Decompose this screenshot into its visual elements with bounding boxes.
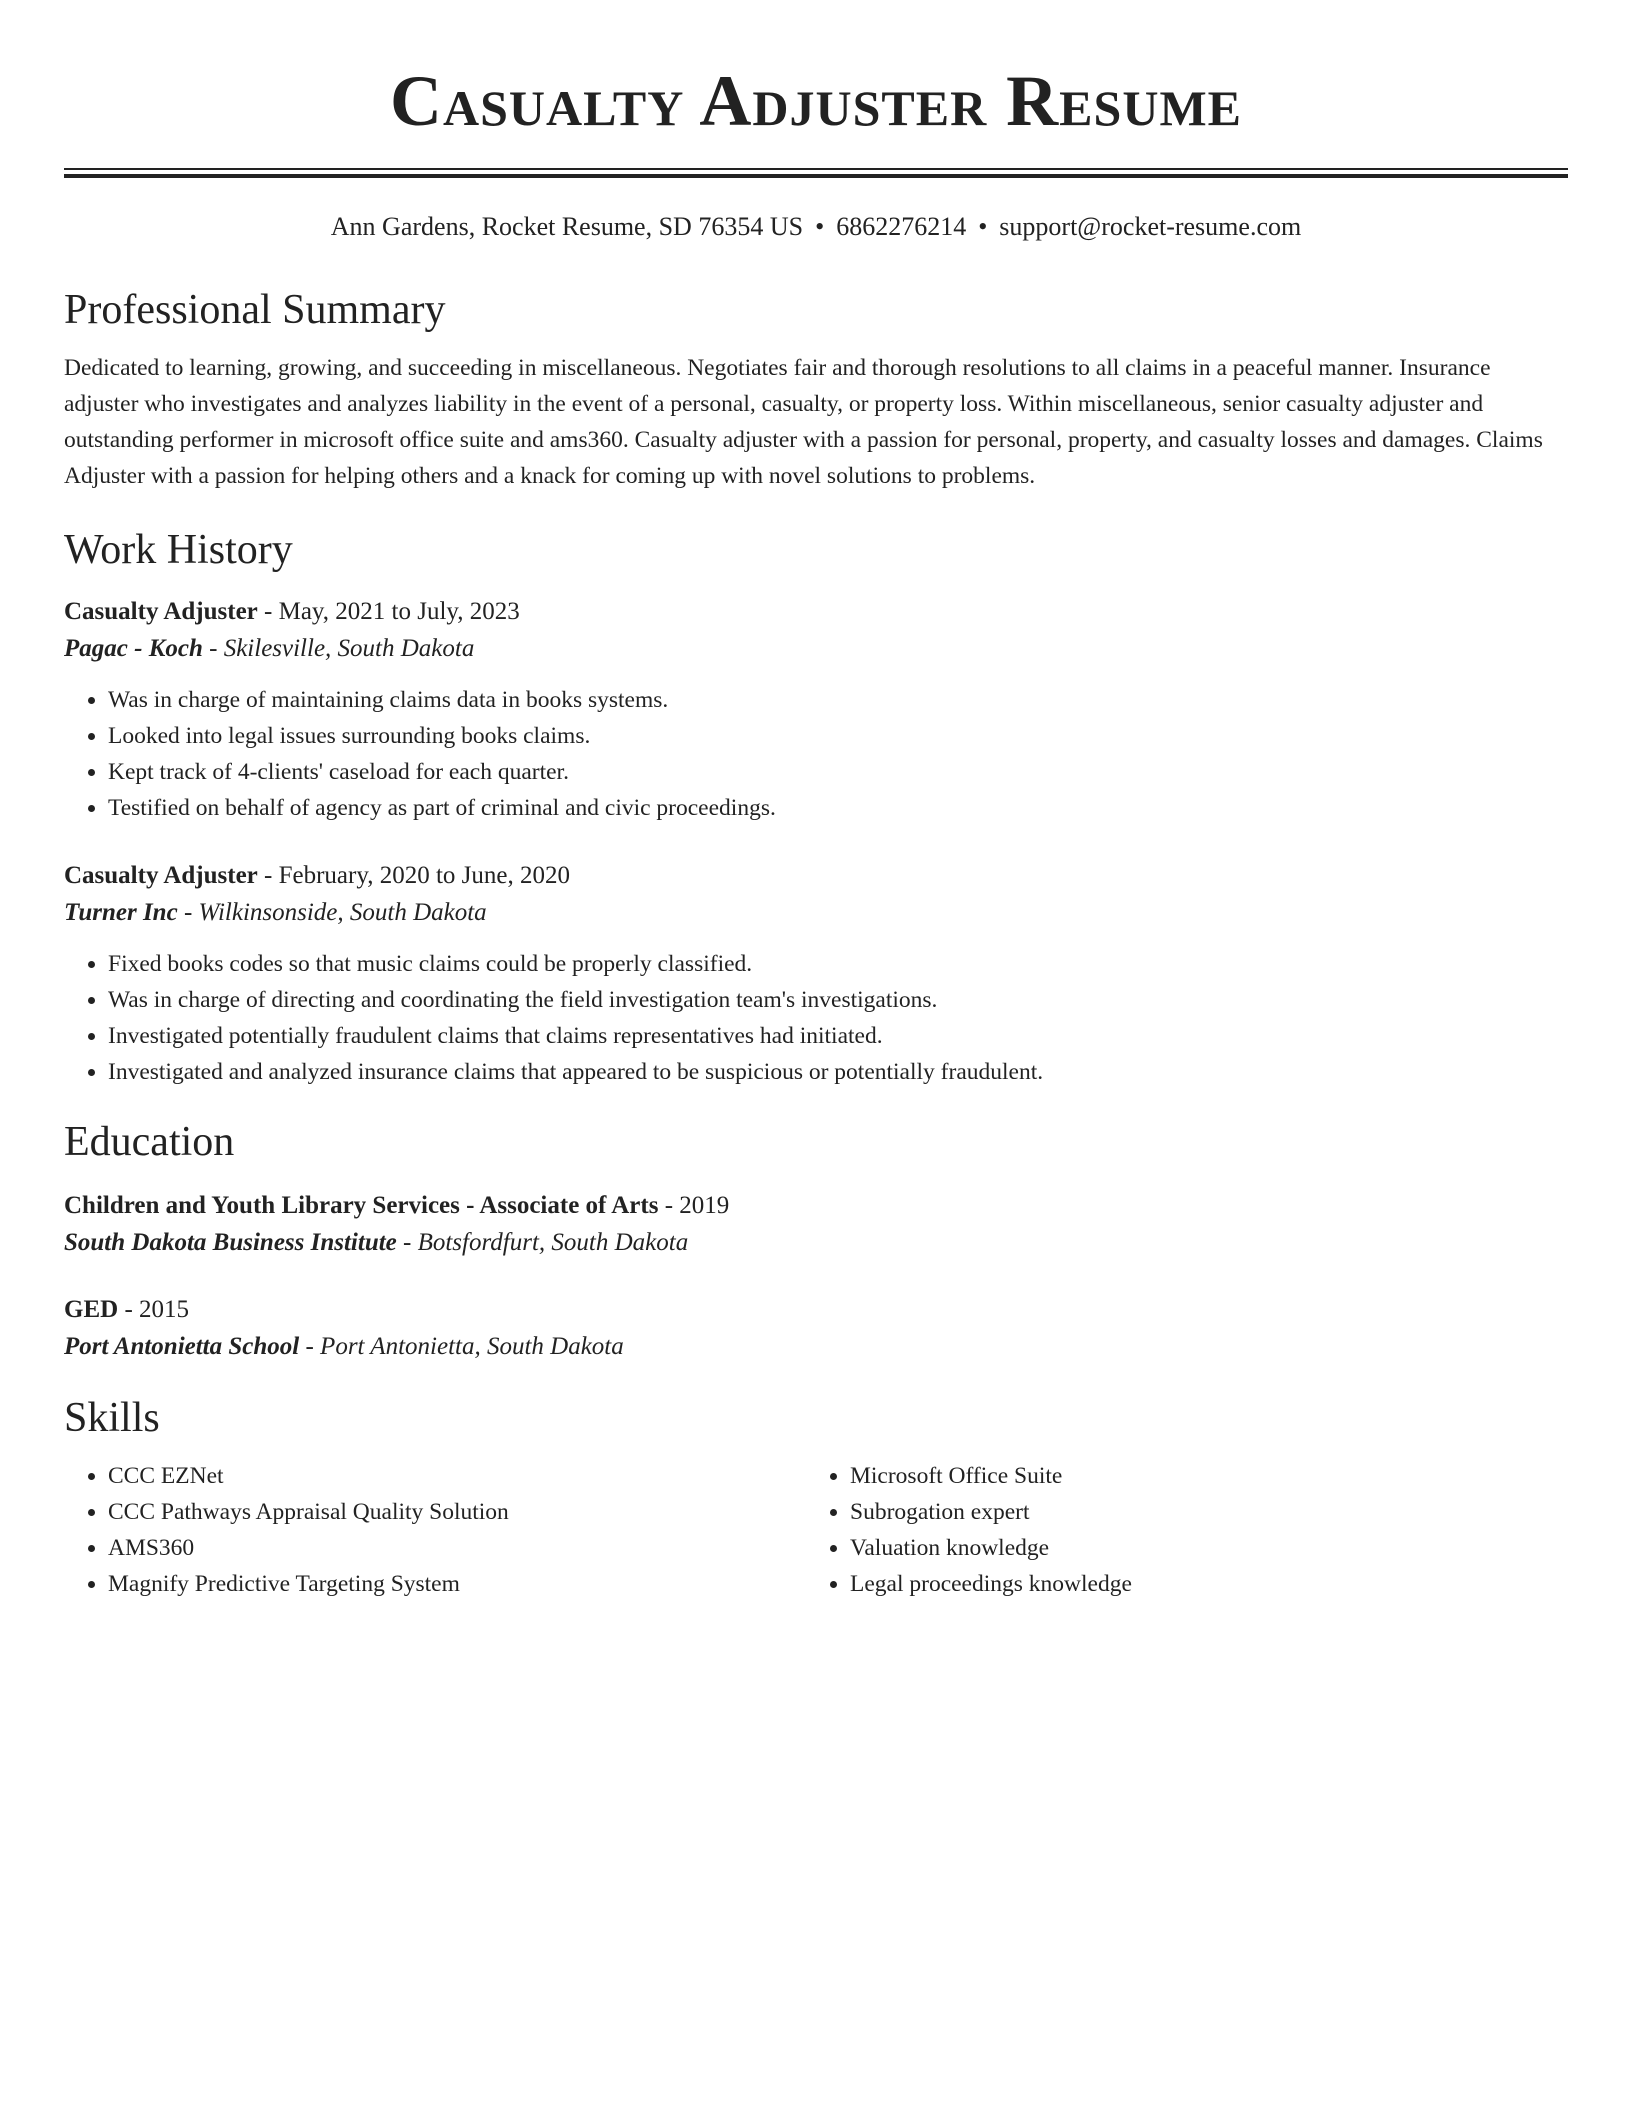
skills-heading: Skills bbox=[64, 1395, 160, 1441]
job-bullet: • Fixed books codes so that music claims could be properly classified. bbox=[108, 946, 1568, 982]
summary-heading: Professional Summary bbox=[64, 287, 446, 333]
job-dates: - May, 2021 to July, 2023 bbox=[257, 598, 520, 625]
job-bullet: • Looked into legal issues surrounding books claims. bbox=[108, 718, 1568, 754]
contact-address: Ann Gardens, Rocket Resume, SD 76354 US bbox=[330, 212, 804, 241]
education-year: - 2019 bbox=[658, 1192, 730, 1219]
job-bullet: • Investigated potentially fraudulent claims that claims representatives had initiated. bbox=[108, 1018, 1568, 1054]
skill-item: • CCC Pathways Appraisal Quality Solution bbox=[108, 1494, 806, 1530]
job-location: - Skilesville, South Dakota bbox=[202, 635, 475, 662]
education-school-line bbox=[64, 1328, 1568, 1366]
education-degree-line bbox=[64, 1292, 1568, 1328]
job-company: Pagac - Koch bbox=[64, 635, 203, 662]
job-location: - Wilkinsonside, South Dakota bbox=[177, 899, 487, 926]
education-degree-line bbox=[64, 1188, 1568, 1224]
skill-item: • Valuation knowledge bbox=[850, 1530, 1568, 1566]
job-entry bbox=[64, 858, 1568, 1090]
skill-item: • Subrogation expert bbox=[850, 1494, 1568, 1530]
education-entry bbox=[64, 1292, 1568, 1366]
contact-email: support@rocket-resume.com bbox=[999, 212, 1302, 241]
skill-item: • CCC EZNet bbox=[108, 1458, 806, 1494]
education-degree: GED bbox=[64, 1296, 119, 1323]
education-school-line bbox=[64, 1224, 1568, 1262]
job-company-line bbox=[64, 630, 1568, 668]
job-bullet: • Kept track of 4-clients' caseload for each quarter. bbox=[108, 754, 1568, 790]
education-year: - 2015 bbox=[118, 1296, 190, 1323]
contact-separator: • bbox=[815, 212, 825, 241]
skill-item: • Legal proceedings knowledge bbox=[850, 1566, 1568, 1602]
education-school: Port Antonietta School bbox=[64, 1333, 300, 1360]
job-title: Casualty Adjuster bbox=[64, 862, 258, 889]
skill-item: • AMS360 bbox=[108, 1530, 806, 1566]
education-degree: Children and Youth Library Services - Associate of Arts bbox=[64, 1192, 659, 1219]
education-school: South Dakota Business Institute bbox=[64, 1229, 397, 1256]
job-bullet: • Testified on behalf of agency as part of criminal and civic proceedings. bbox=[108, 790, 1568, 826]
job-title-line bbox=[64, 858, 1568, 894]
skills-list-right bbox=[806, 1458, 1568, 1602]
education-location: - Port Antonietta, South Dakota bbox=[299, 1333, 624, 1360]
job-title-line bbox=[64, 594, 1568, 630]
job-bullet: • Was in charge of maintaining claims data in books systems. bbox=[108, 682, 1568, 718]
skills-columns bbox=[64, 1458, 1568, 1602]
job-bullet: • Was in charge of directing and coordinating the field investigation team's investigations. bbox=[108, 982, 1568, 1018]
job-company-line bbox=[64, 894, 1568, 932]
resume-title: Casualty Adjuster Resume bbox=[389, 61, 1242, 141]
job-bullet-list bbox=[64, 682, 1568, 826]
work-history-heading: Work History bbox=[64, 527, 293, 573]
contact-line bbox=[64, 210, 1568, 244]
education-heading: Education bbox=[64, 1119, 235, 1165]
job-dates: - February, 2020 to June, 2020 bbox=[257, 862, 570, 889]
skills-list-left bbox=[64, 1458, 806, 1602]
contact-phone: 6862276214 bbox=[836, 212, 967, 241]
job-company: Turner Inc bbox=[64, 899, 178, 926]
contact-separator: • bbox=[978, 212, 988, 241]
job-bullet-list bbox=[64, 946, 1568, 1090]
job-title: Casualty Adjuster bbox=[64, 598, 258, 625]
summary-text: Dedicated to learning, growing, and succeeding in miscellaneous. Negotiates fair and thorough resolutions to all claims in a peaceful manner. Insurance adjuster who investigates and analyzes liability in the event of a personal, casualty, or property loss. Within miscellaneous, senior casualty adjuster and outstanding performer in microsoft office suite and ams360. Casualty adjuster with a passion for personal, property, and casualty losses and damages. Claims Adjuster with a passion for helping others and a knack for coming up with novel solutions to problems. bbox=[64, 355, 1543, 489]
job-entry bbox=[64, 594, 1568, 826]
title-double-rule bbox=[64, 168, 1568, 178]
job-bullet: • Investigated and analyzed insurance claims that appeared to be suspicious or potentially fraudulent. bbox=[108, 1054, 1568, 1090]
education-location: - Botsfordfurt, South Dakota bbox=[396, 1229, 689, 1256]
skill-item: • Microsoft Office Suite bbox=[850, 1458, 1568, 1494]
education-entry bbox=[64, 1188, 1568, 1262]
skill-item: • Magnify Predictive Targeting System bbox=[108, 1566, 806, 1602]
